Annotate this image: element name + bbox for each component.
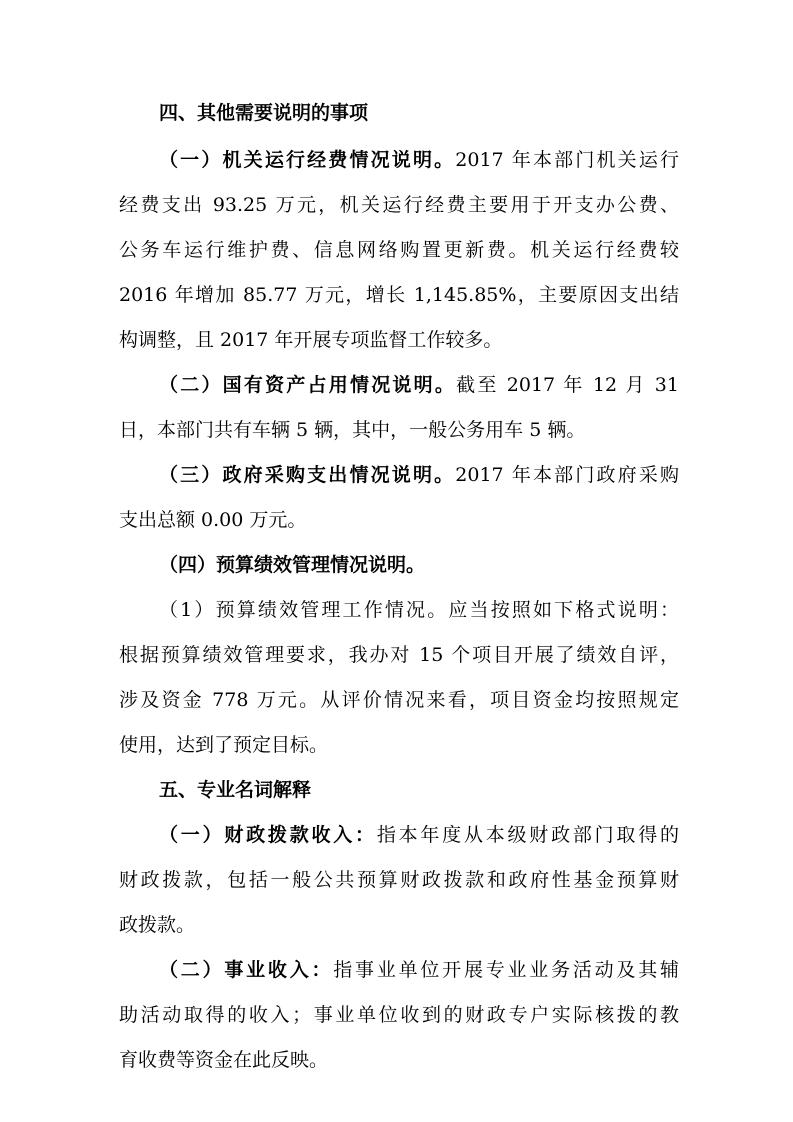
paragraph-performance-work-line-2: 根据预算绩效管理要求，我办对 15 个项目开展了绩效自评， bbox=[119, 644, 679, 666]
paragraph-text: 截至 2017 年 12 月 31 bbox=[456, 374, 679, 396]
paragraph-text: 2017 年本部门政府采购 bbox=[455, 464, 679, 486]
paragraph-procurement-line-1 bbox=[159, 462, 679, 488]
paragraph-fiscal-appropriation-line-3: 政拨款。 bbox=[119, 914, 196, 936]
paragraph-state-assets-line-1 bbox=[159, 372, 679, 398]
section-heading-glossary: 五、专业名词解释 bbox=[159, 779, 312, 801]
paragraph-performance-work-line-3: 涉及资金 778 万元。从评价情况来看，项目资金均按照规定 bbox=[119, 689, 679, 711]
paragraph-title: （二）国有资产占用情况说明。 bbox=[159, 374, 457, 396]
paragraph-operating-expenses-line-4: 2016 年增加 85.77 万元，增长 1,145.85%，主要原因支出结 bbox=[119, 284, 679, 306]
paragraph-text: 指本年度从本级财政部门取得的 bbox=[376, 824, 679, 846]
paragraph-procurement-line-2: 支出总额 0.00 万元。 bbox=[119, 509, 307, 531]
paragraph-performance-title: （四）预算绩效管理情况说明。 bbox=[159, 554, 426, 576]
section-heading-other-matters: 四、其他需要说明的事项 bbox=[159, 102, 369, 124]
paragraph-fiscal-appropriation-line-1 bbox=[159, 822, 679, 848]
paragraph-business-income-line-3: 育收费等资金在此反映。 bbox=[119, 1049, 329, 1071]
paragraph-text: 指事业单位开展专业业务活动及其辅 bbox=[333, 959, 679, 981]
paragraph-business-income-line-2: 助活动取得的收入；事业单位收到的财政专户实际核拨的教 bbox=[119, 1004, 679, 1026]
paragraph-operating-expenses-line-5: 构调整，且 2017 年开展专项监督工作较多。 bbox=[119, 329, 503, 351]
paragraph-title: （一）机关运行经费情况说明。 bbox=[159, 149, 456, 171]
paragraph-title: （二）事业收入： bbox=[159, 959, 334, 981]
paragraph-performance-work-line-4: 使用，达到了预定目标。 bbox=[119, 734, 329, 756]
paragraph-title: （三）政府采购支出情况说明。 bbox=[159, 464, 456, 486]
paragraph-title: （一）财政拨款收入： bbox=[159, 824, 377, 846]
paragraph-state-assets-line-2: 日，本部门共有车辆 5 辆，其中，一般公务用车 5 辆。 bbox=[119, 419, 586, 441]
paragraph-operating-expenses-line-1 bbox=[159, 147, 679, 173]
paragraph-operating-expenses-line-2: 经费支出 93.25 万元，机关运行经费主要用于开支办公费、 bbox=[119, 194, 679, 216]
paragraph-text: 2017 年本部门机关运行 bbox=[455, 149, 679, 171]
paragraph-operating-expenses-line-3: 公务车运行维护费、信息网络购置更新费。机关运行经费较 bbox=[119, 239, 679, 261]
paragraph-business-income-line-1 bbox=[159, 957, 679, 983]
paragraph-fiscal-appropriation-line-2: 财政拨款，包括一般公共预算财政拨款和政府性基金预算财 bbox=[119, 869, 679, 891]
paragraph-performance-work-line-1: （1）预算绩效管理工作情况。应当按照如下格式说明： bbox=[159, 599, 679, 621]
